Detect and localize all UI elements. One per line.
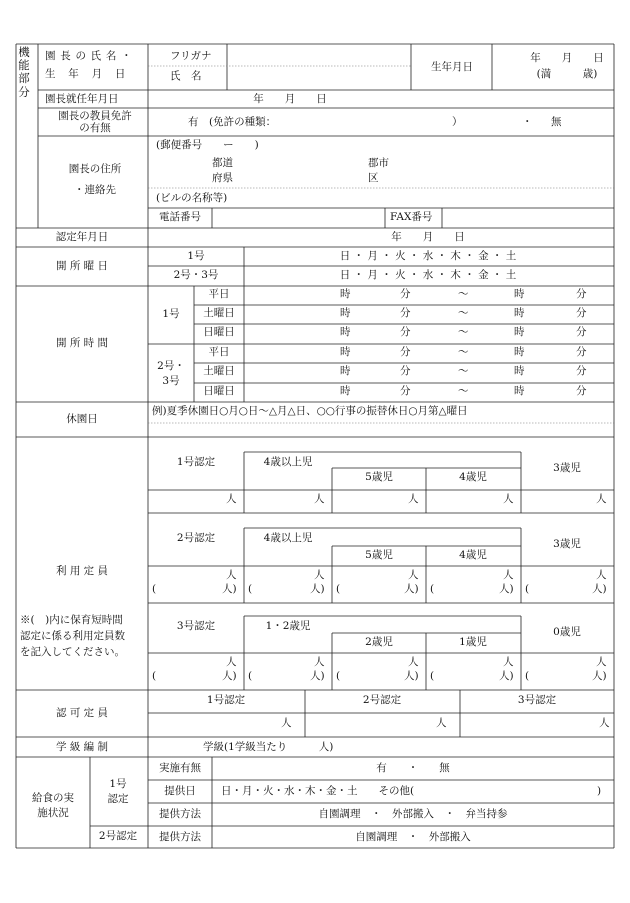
hours-daytype-2: 日曜日 <box>203 326 235 338</box>
hours-start-min-2[interactable]: 分 <box>400 326 411 338</box>
opening-days-type-1: 1号 <box>187 250 205 262</box>
hours-end-hour-1[interactable]: 時 <box>514 307 525 319</box>
license-yes[interactable]: 有 (免許の種類： <box>188 116 277 128</box>
hours-start-hour-1[interactable]: 時 <box>340 307 351 319</box>
meals-type2: 2号認定 <box>98 830 138 842</box>
opening-days-1[interactable]: 日 ・ 月 ・ 火 ・ 水 ・ 木 ・ 金 ・ 土 <box>339 250 517 262</box>
gunshi-2: 区 <box>368 172 379 184</box>
cap-sub1-0: 5歳児 <box>365 471 393 483</box>
license-no[interactable]: 無 <box>551 116 562 128</box>
cap-last-1: 3歳児 <box>553 538 581 550</box>
nintei-value[interactable]: 年 月 日 <box>391 231 465 243</box>
hours-tilde-0: 〜 <box>458 288 469 300</box>
cap-paren-close-1-1[interactable]: 人) <box>310 583 325 595</box>
capacity-note-1: ※( )内に保育短時間 <box>20 614 123 626</box>
holidays-label: 休園日 <box>66 413 98 425</box>
cap-paren-close-2-4[interactable]: 人) <box>592 670 607 682</box>
hours-daytype-4: 土曜日 <box>203 365 235 377</box>
capacity-note-2: 認定に係る利用定員数 <box>20 630 125 642</box>
meals-label-2: 施状況 <box>37 807 69 819</box>
hours-end-hour-2[interactable]: 時 <box>514 326 525 338</box>
implement-value[interactable]: 有 ・ 無 <box>376 762 450 774</box>
cap-last-2: 0歳児 <box>553 626 581 638</box>
birth-value[interactable]: 年 月 日 <box>530 52 604 64</box>
capacity-note-3: を記入してください。 <box>20 646 125 658</box>
cap-nin-1-3[interactable]: 人 <box>503 569 514 581</box>
cap-nin-2-3[interactable]: 人 <box>503 656 514 668</box>
cap-nin-2-1[interactable]: 人 <box>314 656 325 668</box>
hours-start-min-3[interactable]: 分 <box>400 346 411 358</box>
furigana-input[interactable] <box>229 46 409 64</box>
days-label: 提供日 <box>164 785 196 797</box>
implement-label: 実施有無 <box>159 762 201 774</box>
hours-end-min-1[interactable]: 分 <box>576 307 587 319</box>
postal-code[interactable]: (郵便番号 ー ) <box>156 139 259 151</box>
approved-nin-1[interactable]: 人 <box>281 717 292 729</box>
hours-start-min-1[interactable]: 分 <box>400 307 411 319</box>
cap-paren-open-1-3: ( <box>430 583 435 595</box>
kino-label: 機能部分 <box>18 45 30 99</box>
method1-value[interactable]: 自園調理 ・ 外部搬入 ・ 弁当持参 <box>318 808 508 820</box>
cap-paren-close-2-0[interactable]: 人) <box>222 670 237 682</box>
hours-end-min-5[interactable]: 分 <box>576 385 587 397</box>
cap-title-1: 2号認定 <box>176 532 216 544</box>
license-dot: ・ <box>522 116 533 128</box>
cap-paren-open-2-3: ( <box>430 670 435 682</box>
cap-paren-close-1-4[interactable]: 人) <box>592 583 607 595</box>
phone-label: 電話番号 <box>159 211 201 223</box>
days-value[interactable]: 日・月・火・水・木・金・土 その他( <box>221 785 415 797</box>
hours-tilde-1: 〜 <box>458 307 469 319</box>
approved-nin-3[interactable]: 人 <box>599 717 610 729</box>
name-input[interactable] <box>229 68 409 88</box>
cap-group-2: 1・2歳児 <box>265 620 311 632</box>
cap-last-0: 3歳児 <box>553 462 581 474</box>
approved-col-3: 3号認定 <box>517 694 557 706</box>
hours-end-hour-3[interactable]: 時 <box>514 346 525 358</box>
hours-group-1: 1号 <box>162 308 180 320</box>
cap-nin-2-2[interactable]: 人 <box>408 656 419 668</box>
hours-start-hour-3[interactable]: 時 <box>340 346 351 358</box>
hours-start-min-0[interactable]: 分 <box>400 288 411 300</box>
license-label-1: 園長の教員免許 <box>58 110 132 122</box>
hours-group-2a: 2号・ <box>157 360 185 372</box>
cap-paren-open-1-2: ( <box>336 583 341 595</box>
method2-value[interactable]: 自園調理 ・ 外部搬入 <box>355 831 471 843</box>
director-name-label-1: 園長の氏名・ <box>45 50 137 62</box>
cap-paren-open-2-2: ( <box>336 670 341 682</box>
cap-paren-close-2-1[interactable]: 人) <box>310 670 325 682</box>
cap-nin-1-4[interactable]: 人 <box>596 569 607 581</box>
holidays-example[interactable]: 例)夏季休園日○月○日〜△月△日、○○行事の振替休日○月第△曜日 <box>152 405 468 417</box>
nintei-label: 認定年月日 <box>55 231 109 243</box>
capacity-label: 利 用 定 員 <box>55 565 109 577</box>
cap-paren-open-2-4: ( <box>525 670 530 682</box>
cap-sub2-1: 4歳児 <box>459 549 487 561</box>
hours-end-min-2[interactable]: 分 <box>576 326 587 338</box>
hours-start-hour-5[interactable]: 時 <box>340 385 351 397</box>
cap-nin-0-0[interactable]: 人 <box>226 493 237 505</box>
cap-nin-1-1[interactable]: 人 <box>314 569 325 581</box>
hours-end-min-0[interactable]: 分 <box>576 288 587 300</box>
phone-input[interactable] <box>214 209 383 227</box>
meals-type1-2: 認定 <box>107 793 129 805</box>
opening-hours-label: 開 所 時 間 <box>55 337 109 349</box>
cap-paren-close-1-2[interactable]: 人) <box>404 583 419 595</box>
approved-nin-2[interactable]: 人 <box>436 717 447 729</box>
appointed-value[interactable]: 年 月 日 <box>253 93 327 105</box>
hours-tilde-2: 〜 <box>458 326 469 338</box>
cap-nin-0-3[interactable]: 人 <box>503 493 514 505</box>
license-paren: ） <box>452 116 463 128</box>
hours-end-min-4[interactable]: 分 <box>576 365 587 377</box>
cap-paren-close-2-3[interactable]: 人) <box>499 670 514 682</box>
fax-label: FAX番号 <box>390 211 433 223</box>
cap-nin-1-2[interactable]: 人 <box>408 569 419 581</box>
hours-start-min-5[interactable]: 分 <box>400 385 411 397</box>
cap-title-2: 3号認定 <box>176 620 216 632</box>
cap-nin-1-0[interactable]: 人 <box>226 569 237 581</box>
shimei-label: 氏 名 <box>170 70 202 82</box>
classes-label: 学 級 編 制 <box>55 741 109 753</box>
hours-end-hour-0[interactable]: 時 <box>514 288 525 300</box>
cap-sub2-2: 1歳児 <box>459 636 487 648</box>
appointed-label: 園長就任年月日 <box>45 93 119 105</box>
approved-label: 認 可 定 員 <box>55 707 109 719</box>
cap-nin-0-2[interactable]: 人 <box>408 493 419 505</box>
cap-sub1-1: 5歳児 <box>365 549 393 561</box>
hours-start-hour-0[interactable]: 時 <box>340 288 351 300</box>
hours-start-hour-2[interactable]: 時 <box>340 326 351 338</box>
opening-days-type-2: 2号・3号 <box>173 269 219 281</box>
cap-paren-open-2-1: ( <box>248 670 253 682</box>
meals-type1-1: 1号 <box>109 778 127 790</box>
hours-end-hour-5[interactable]: 時 <box>514 385 525 397</box>
hours-daytype-0: 平日 <box>208 288 230 300</box>
cap-paren-close-1-0[interactable]: 人) <box>222 583 237 595</box>
cap-paren-open-1-4: ( <box>525 583 530 595</box>
gunshi-1: 郡市 <box>368 157 389 169</box>
hours-group-2b: 3号 <box>162 375 180 387</box>
cap-sub1-2: 2歳児 <box>365 636 393 648</box>
days-close: ) <box>597 785 602 797</box>
hours-end-hour-4[interactable]: 時 <box>514 365 525 377</box>
hours-daytype-5: 日曜日 <box>203 385 235 397</box>
hours-end-min-3[interactable]: 分 <box>576 346 587 358</box>
cap-nin-2-0[interactable]: 人 <box>226 656 237 668</box>
license-label-2: の有無 <box>79 122 111 134</box>
cap-paren-open-1-0: ( <box>152 583 157 595</box>
cap-title-0: 1号認定 <box>176 456 216 468</box>
method1-label: 提供方法 <box>159 808 201 820</box>
opening-days-label: 開 所 曜 日 <box>55 260 109 272</box>
method2-label: 提供方法 <box>159 831 201 843</box>
address-label-1: 園長の住所 <box>68 163 122 175</box>
cap-sub2-0: 4歳児 <box>459 471 487 483</box>
cap-nin-0-1[interactable]: 人 <box>314 493 325 505</box>
todofuken-2: 府県 <box>212 172 233 184</box>
age-value[interactable]: (満 歳) <box>536 68 598 80</box>
hours-daytype-1: 土曜日 <box>203 307 235 319</box>
building-name[interactable]: (ビルの名称等) <box>156 192 228 204</box>
cap-nin-2-4[interactable]: 人 <box>596 656 607 668</box>
approved-col-1: 1号認定 <box>206 694 246 706</box>
birth-label: 生年月日 <box>431 61 473 73</box>
cap-group-0: 4歳以上児 <box>263 456 313 468</box>
hours-tilde-5: 〜 <box>458 385 469 397</box>
hours-tilde-3: 〜 <box>458 346 469 358</box>
approved-col-2: 2号認定 <box>362 694 402 706</box>
classes-value[interactable]: 学級(1学級当たり 人) <box>203 741 334 753</box>
todofuken-1: 都道 <box>212 157 233 169</box>
cap-paren-open-2-0: ( <box>152 670 157 682</box>
hours-tilde-4: 〜 <box>458 365 469 377</box>
meals-label-1: 給食の実 <box>32 792 74 804</box>
hours-start-min-4[interactable]: 分 <box>400 365 411 377</box>
opening-days-2[interactable]: 日 ・ 月 ・ 火 ・ 水 ・ 木 ・ 金 ・ 土 <box>339 269 517 281</box>
fax-input[interactable] <box>444 209 612 227</box>
hours-daytype-3: 平日 <box>208 346 230 358</box>
cap-group-1: 4歳以上児 <box>263 532 313 544</box>
cap-paren-close-1-3[interactable]: 人) <box>499 583 514 595</box>
cap-nin-0-4[interactable]: 人 <box>596 493 607 505</box>
cap-paren-open-1-1: ( <box>248 583 253 595</box>
furigana-label: フリガナ <box>170 50 212 62</box>
director-name-label-2: 生 年 月 日 <box>45 68 131 80</box>
hours-start-hour-4[interactable]: 時 <box>340 365 351 377</box>
cap-paren-close-2-2[interactable]: 人) <box>404 670 419 682</box>
address-label-2: ・連絡先 <box>74 184 116 196</box>
